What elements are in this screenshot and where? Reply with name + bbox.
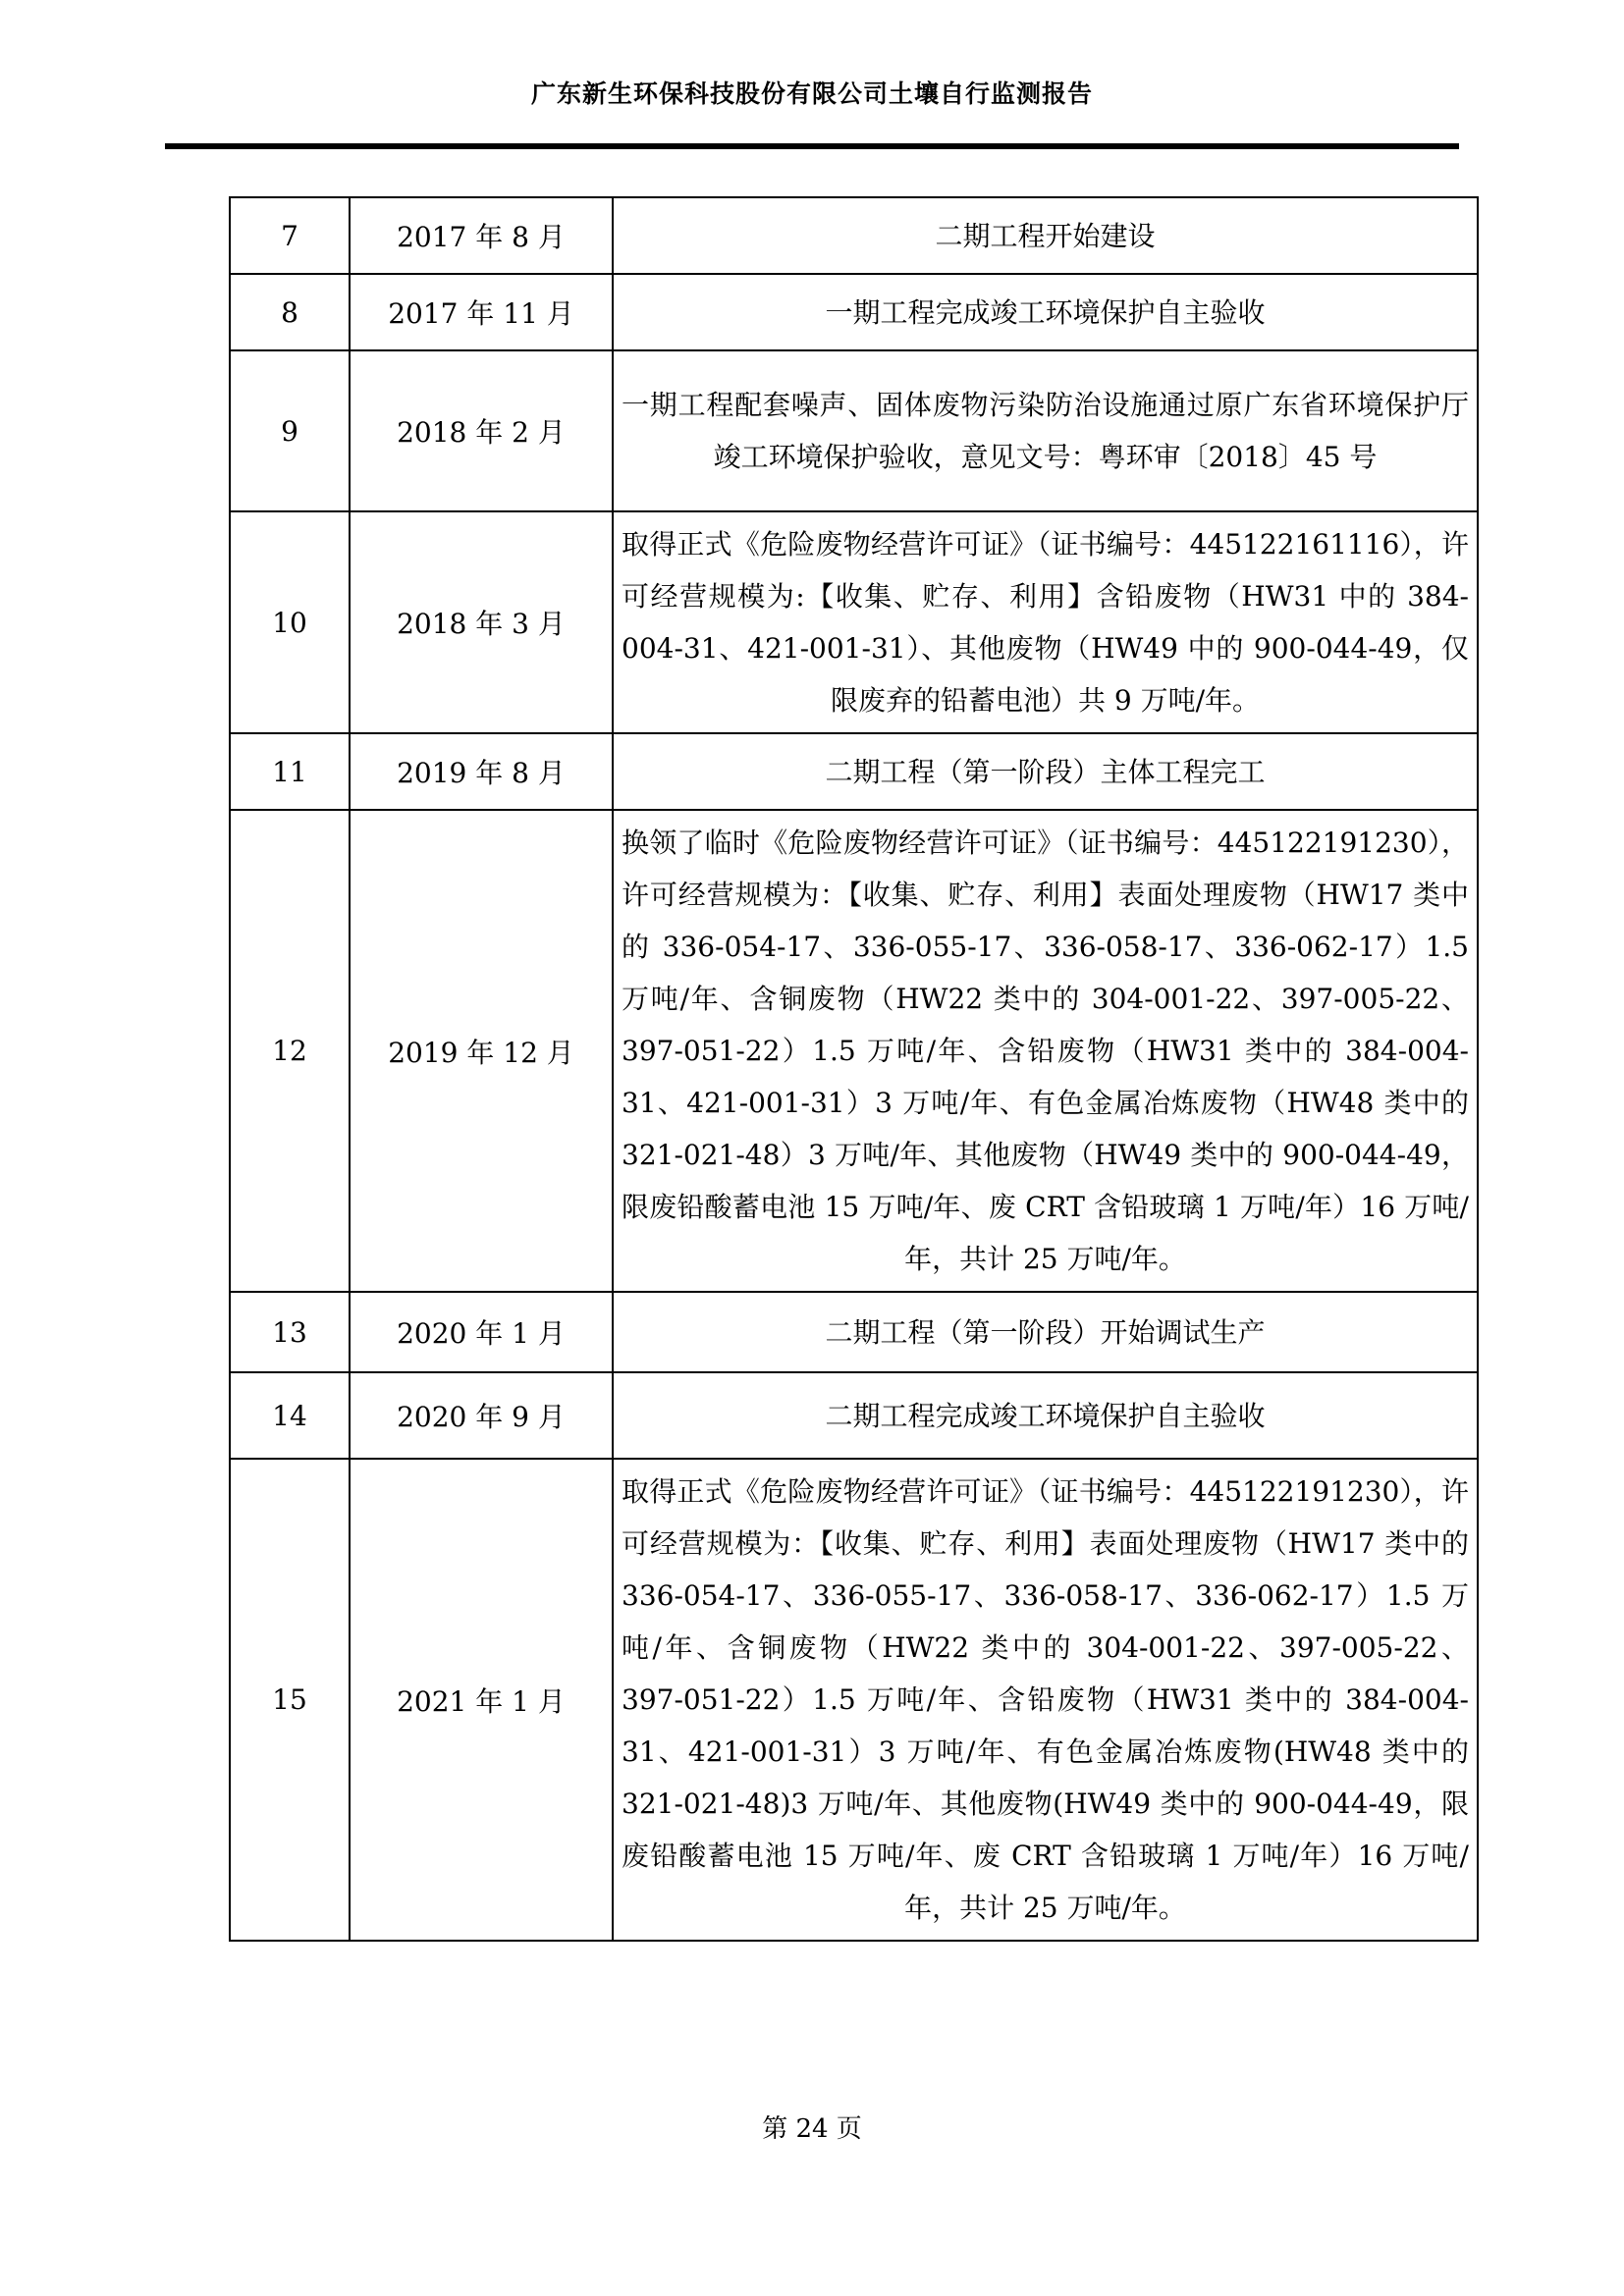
row-date-cell: 2017 年 11 月 xyxy=(350,274,613,350)
row-event-cell: 换领了临时《危险废物经营许可证》（证书编号：445122191230），许可经营规模为：【收集、贮存、利用】表面处理废物（HW17 类中的 336-054-17、336-055-17、336-058-17、336-062-17）1.5 万吨/年、含铜废物（HW22 类中的 304-001-22、397-005-22、397-051-22）1.5 万吨/年、含铅废物（HW31 类中的 384-004-31、421-001-31）3 万吨/年、有色金属冶炼废物（HW48 类中的 321-021-48）3 万吨/年、其他废物（HW49 类中的 900-044-49，限废铅酸蓄电池 15 万吨/年、废 CRT 含铅玻璃 1 万吨/年）16 万吨/年，共计 25 万吨/年。 xyxy=(613,810,1478,1292)
row-number-cell: 11 xyxy=(230,733,350,810)
row-date-cell: 2019 年 12 月 xyxy=(350,810,613,1292)
page-number: 第 24 页 xyxy=(762,2114,862,2144)
table-row xyxy=(230,1372,1478,1459)
table-row xyxy=(230,810,1478,1292)
row-date-cell: 2019 年 8 月 xyxy=(350,733,613,810)
row-event-cell: 一期工程完成竣工环境保护自主验收 xyxy=(613,274,1478,350)
table-row xyxy=(230,350,1478,511)
row-event-cell: 取得正式《危险废物经营许可证》（证书编号：445122191230），许可经营规模为：【收集、贮存、利用】表面处理废物（HW17 类中的 336-054-17、336-055-17、336-058-17、336-062-17）1.5 万吨/年、含铜废物（HW22 类中的 304-001-22、397-005-22、397-051-22）1.5 万吨/年、含铅废物（HW31 类中的 384-004-31、421-001-31）3 万吨/年、有色金属冶炼废物(HW48 类中的 321-021-48)3 万吨/年、其他废物(HW49 类中的 900-044-49，限废铅酸蓄电池 15 万吨/年、废 CRT 含铅玻璃 1 万吨/年）16 万吨/年，共计 25 万吨/年。 xyxy=(613,1459,1478,1941)
table-row xyxy=(230,511,1478,733)
row-date-cell: 2018 年 3 月 xyxy=(350,511,613,733)
row-date-cell: 2020 年 1 月 xyxy=(350,1292,613,1372)
row-event-cell: 二期工程开始建设 xyxy=(613,197,1478,274)
timeline-table-body xyxy=(230,197,1478,1941)
page-footer xyxy=(0,2109,1624,2145)
row-number-cell: 8 xyxy=(230,274,350,350)
row-number-cell: 7 xyxy=(230,197,350,274)
row-date-cell: 2018 年 2 月 xyxy=(350,350,613,511)
row-event-cell: 一期工程配套噪声、固体废物污染防治设施通过原广东省环境保护厅竣工环境保护验收，意见文号：粤环审〔2018〕45 号 xyxy=(613,350,1478,511)
row-date-cell: 2021 年 1 月 xyxy=(350,1459,613,1941)
table-row xyxy=(230,197,1478,274)
row-event-cell: 二期工程完成竣工环境保护自主验收 xyxy=(613,1372,1478,1459)
row-event-cell: 取得正式《危险废物经营许可证》（证书编号：445122161116），许可经营规模为:【收集、贮存、利用】含铅废物（HW31 中的 384-004-31、421-001-31）、其他废物（HW49 中的 900-044-49，仅限废弃的铅蓄电池）共 9 万吨/年。 xyxy=(613,511,1478,733)
table-row xyxy=(230,1459,1478,1941)
row-number-cell: 9 xyxy=(230,350,350,511)
report-title: 广东新生环保科技股份有限公司土壤自行监测报告 xyxy=(530,80,1093,108)
row-number-cell: 15 xyxy=(230,1459,350,1941)
table-row xyxy=(230,1292,1478,1372)
row-number-cell: 14 xyxy=(230,1372,350,1459)
row-number-cell: 12 xyxy=(230,810,350,1292)
row-number-cell: 10 xyxy=(230,511,350,733)
row-event-cell: 二期工程（第一阶段）主体工程完工 xyxy=(613,733,1478,810)
table-row xyxy=(230,274,1478,350)
timeline-table xyxy=(229,196,1479,1942)
header-rule xyxy=(165,143,1459,149)
row-event-cell: 二期工程（第一阶段）开始调试生产 xyxy=(613,1292,1478,1372)
table-row xyxy=(230,733,1478,810)
row-date-cell: 2020 年 9 月 xyxy=(350,1372,613,1459)
row-date-cell: 2017 年 8 月 xyxy=(350,197,613,274)
row-number-cell: 13 xyxy=(230,1292,350,1372)
